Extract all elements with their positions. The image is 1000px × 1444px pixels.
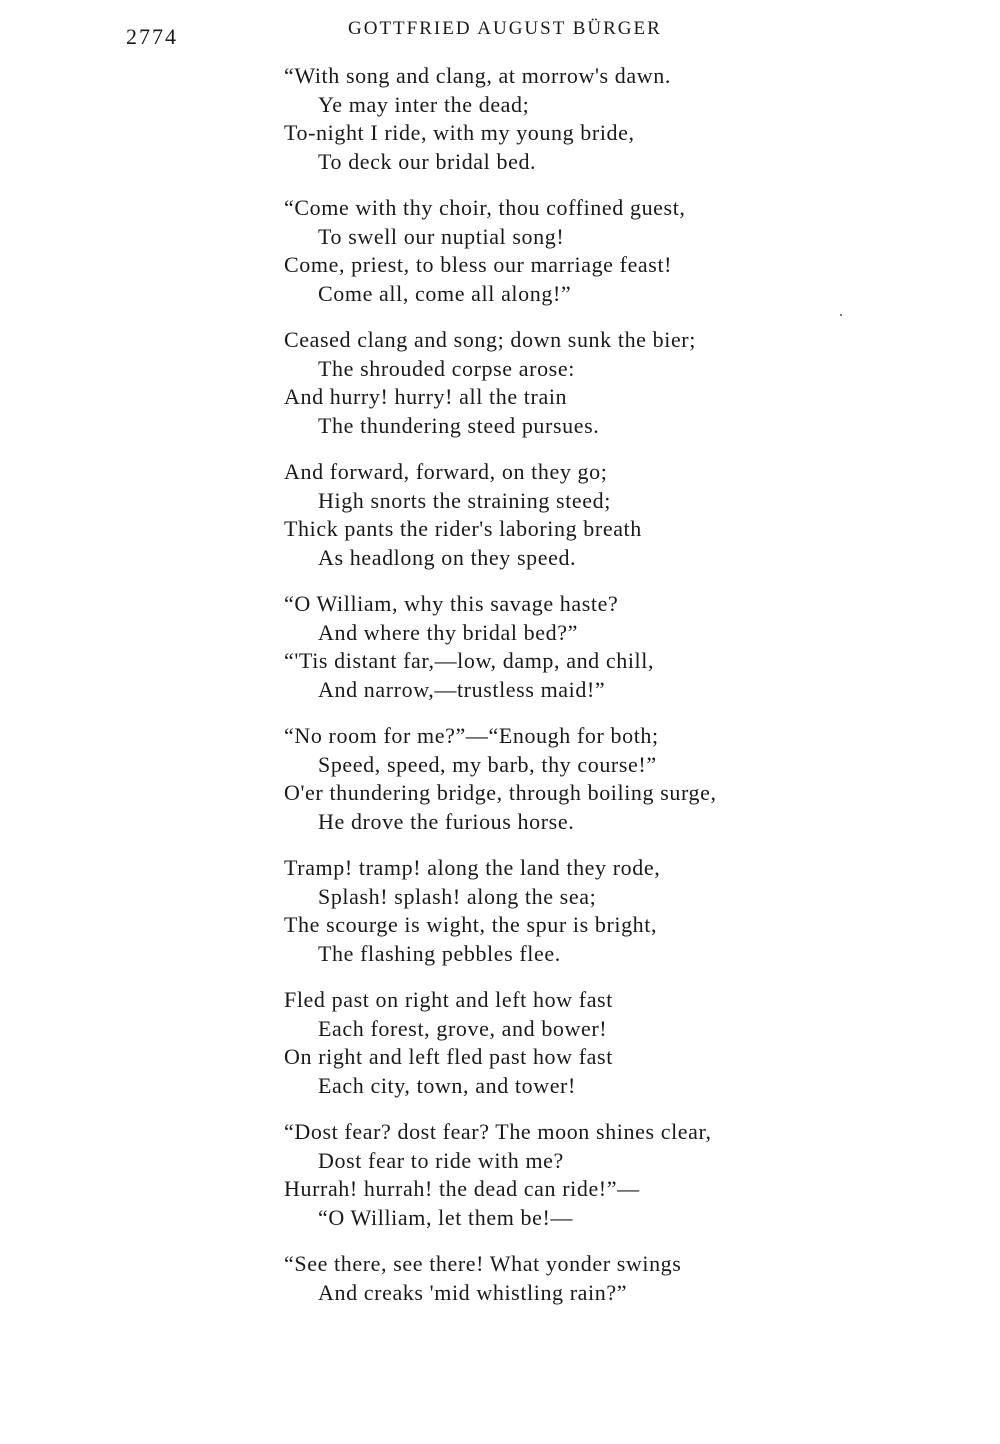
poem-line: “No room for me?”—“Enough for both; — [284, 723, 659, 748]
poem-line: To swell our nuptial song! — [318, 223, 565, 249]
stanza — [284, 722, 884, 836]
stanza — [284, 1118, 884, 1232]
poem-line: And where thy bridal bed?” — [318, 619, 578, 645]
poem-line: Hurrah! hurrah! the dead can ride!”— — [284, 1176, 640, 1201]
poem-line: And forward, forward, on they go; — [284, 459, 608, 484]
poem-line: And hurry! hurry! all the train — [284, 384, 568, 409]
poem-line: “See there, see there! What yonder swings — [284, 1251, 682, 1276]
poem-line: Ceased clang and song; down sunk the bier; — [284, 327, 696, 352]
poem-line: “O William, let them be!— — [318, 1204, 574, 1230]
poem-line: “Come with thy choir, thou coffined guest, — [284, 195, 686, 220]
poem-body — [284, 62, 884, 1325]
poem-line: And creaks 'mid whistling rain?” — [318, 1279, 628, 1305]
poem-line: The thundering steed pursues. — [318, 412, 600, 438]
poem-line: The scourge is wight, the spur is bright, — [284, 912, 658, 937]
stanza — [284, 62, 884, 176]
poem-line: Tramp! tramp! along the land they rode, — [284, 855, 661, 880]
stanza — [284, 1250, 884, 1307]
poem-line: The shrouded corpse arose: — [318, 355, 575, 381]
poem-line: To deck our bridal bed. — [318, 148, 537, 174]
poem-line: O'er thundering bridge, through boiling surge, — [284, 780, 717, 805]
poem-line: Ye may inter the dead; — [318, 91, 530, 117]
stanza — [284, 326, 884, 440]
poem-line: Dost fear to ride with me? — [318, 1147, 564, 1173]
poem-line: Each city, town, and tower! — [318, 1072, 576, 1098]
poem-line: “Dost fear? dost fear? The moon shines clear, — [284, 1119, 712, 1144]
poem-line: Each forest, grove, and bower! — [318, 1015, 608, 1041]
stanza — [284, 194, 884, 308]
poem-line: “With song and clang, at morrow's dawn. — [284, 63, 671, 88]
poem-line: Splash! splash! along the sea; — [318, 883, 597, 909]
poem-line: As headlong on they speed. — [318, 544, 577, 570]
stanza — [284, 590, 884, 704]
poem-line: And narrow,—trustless maid!” — [318, 676, 606, 702]
page-number: 2774 — [126, 24, 178, 49]
poem-line: Come all, come all along!” — [318, 280, 572, 306]
poem-line: He drove the furious horse. — [318, 808, 575, 834]
poem-line: High snorts the straining steed; — [318, 487, 611, 513]
poem-line: To-night I ride, with my young bride, — [284, 120, 635, 145]
poem-line: Come, priest, to bless our marriage feast! — [284, 252, 673, 277]
poem-line: Speed, speed, my barb, thy course!” — [318, 751, 657, 777]
poem-line: The flashing pebbles flee. — [318, 940, 561, 966]
stanza — [284, 854, 884, 968]
poem-line: “'Tis distant far,—low, damp, and chill, — [284, 648, 655, 673]
stanza — [284, 986, 884, 1100]
poem-line: Thick pants the rider's laboring breath — [284, 516, 642, 541]
poem-line: “O William, why this savage haste? — [284, 591, 619, 616]
poem-line: On right and left fled past how fast — [284, 1044, 613, 1069]
running-head: GOTTFRIED AUGUST BÜRGER — [348, 18, 662, 39]
poem-line: Fled past on right and left how fast — [284, 987, 613, 1012]
stanza — [284, 458, 884, 572]
